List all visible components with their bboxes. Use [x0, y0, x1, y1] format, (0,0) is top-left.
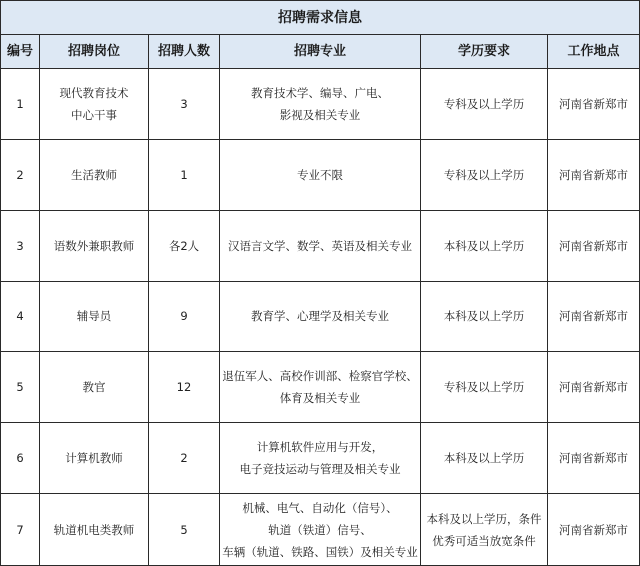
- cell-count: 5: [149, 494, 220, 566]
- cell-major: [220, 423, 421, 494]
- cell-count: 3: [149, 69, 220, 140]
- table-row: [1, 281, 640, 352]
- cell-position: 轨道机电类教师: [40, 494, 149, 566]
- cell-position: 教官: [40, 352, 149, 423]
- major-line: 电子竞技运动与管理及相关专业: [239, 462, 401, 477]
- title-row: [1, 1, 640, 35]
- cell-education: 专科及以上学历: [421, 139, 548, 210]
- table-row: [1, 352, 640, 423]
- cell-education: 专科及以上学历: [421, 352, 548, 423]
- table-row: [1, 423, 640, 494]
- major-line: 退伍军人、高校作训部、检察官学校、: [222, 369, 418, 384]
- cell-education: 本科及以上学历: [421, 281, 548, 352]
- cell-position: 生活教师: [40, 139, 149, 210]
- cell-count: 12: [149, 352, 220, 423]
- cell-location: 河南省新郑市: [548, 494, 640, 566]
- cell-position: 语数外兼职教师: [40, 210, 149, 281]
- table-row: [1, 69, 640, 140]
- header-major: 招聘专业: [220, 35, 421, 69]
- cell-major: 专业不限: [220, 139, 421, 210]
- cell-count: 1: [149, 139, 220, 210]
- major-line: 计算机软件应用与开发，: [256, 440, 384, 455]
- cell-education: 本科及以上学历: [421, 423, 548, 494]
- cell-major: [220, 494, 421, 566]
- cell-count: 2: [149, 423, 220, 494]
- cell-position: 计算机教师: [40, 423, 149, 494]
- major-line: 影视及相关专业: [279, 107, 361, 122]
- cell-no: 3: [1, 210, 40, 281]
- cell-education: [421, 494, 548, 566]
- position-line: 现代教育技术: [59, 85, 129, 100]
- cell-position: 辅导员: [40, 281, 149, 352]
- header-row: [1, 35, 640, 69]
- cell-no: 4: [1, 281, 40, 352]
- major-line: 体育及相关专业: [279, 391, 361, 406]
- cell-location: 河南省新郑市: [548, 352, 640, 423]
- cell-education: 本科及以上学历: [421, 210, 548, 281]
- cell-no: 2: [1, 139, 40, 210]
- header-position: 招聘岗位: [40, 35, 149, 69]
- cell-position: [40, 69, 149, 140]
- cell-no: 1: [1, 69, 40, 140]
- cell-location: 河南省新郑市: [548, 69, 640, 140]
- cell-no: 7: [1, 494, 40, 566]
- cell-major: [220, 352, 421, 423]
- major-line: 轨道（铁道）信号、: [268, 522, 372, 537]
- cell-no: 5: [1, 352, 40, 423]
- cell-count: 9: [149, 281, 220, 352]
- major-line: 教育技术学、编导、广电、: [251, 85, 389, 100]
- cell-count: 各2人: [149, 210, 220, 281]
- header-count: 招聘人数: [149, 35, 220, 69]
- header-education: 学历要求: [421, 35, 548, 69]
- major-line: 机械、电气、自动化（信号）、: [242, 500, 398, 515]
- cell-location: 河南省新郑市: [548, 281, 640, 352]
- position-line: 中心干事: [71, 107, 117, 122]
- header-no: 编号: [1, 35, 40, 69]
- table-row: [1, 494, 640, 566]
- major-line: 车辆（轨道、铁路、国铁）及相关专业: [222, 544, 418, 559]
- cell-major: 汉语言文学、数学、英语及相关专业: [220, 210, 421, 281]
- cell-no: 6: [1, 423, 40, 494]
- table-row: [1, 210, 640, 281]
- education-line: 优秀可适当放宽条件: [432, 533, 536, 548]
- cell-location: 河南省新郑市: [548, 210, 640, 281]
- education-line: 本科及以上学历，条件: [426, 511, 542, 526]
- cell-location: 河南省新郑市: [548, 139, 640, 210]
- header-location: 工作地点: [548, 35, 640, 69]
- table-row: [1, 139, 640, 210]
- cell-education: 专科及以上学历: [421, 69, 548, 140]
- cell-major: [220, 69, 421, 140]
- cell-location: 河南省新郑市: [548, 423, 640, 494]
- cell-major: 教育学、心理学及相关专业: [220, 281, 421, 352]
- table-title: 招聘需求信息: [1, 1, 640, 35]
